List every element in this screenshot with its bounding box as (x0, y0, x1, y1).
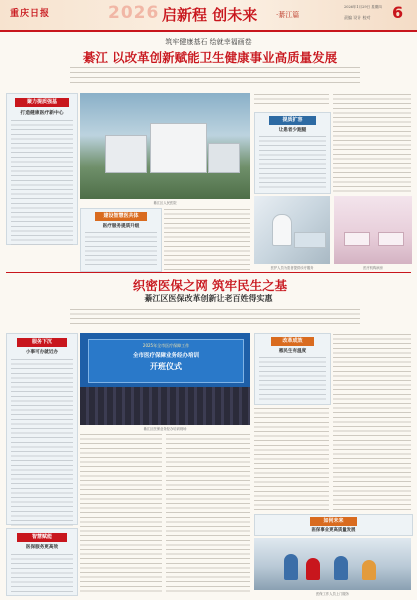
photo4-caption: 綦江区医保业务经办培训现场 (143, 427, 187, 431)
section-divider (6, 272, 411, 273)
story1-text-column (254, 93, 329, 108)
photo5-caption: 医保工作人员上门服务 (316, 592, 349, 596)
box7-title: 医保事业更高质量发展 (311, 528, 356, 533)
building-shape (105, 135, 147, 173)
bed-shape (294, 232, 326, 248)
story2-text-column (166, 433, 250, 594)
story2-lede (70, 308, 360, 326)
story2-sidebar-box (6, 333, 78, 525)
story2-text-column (254, 407, 329, 511)
building-shape (208, 143, 240, 173)
box5-title: 医保服务更高效 (25, 545, 59, 550)
stage-screen (88, 339, 244, 383)
conference-photo (80, 333, 250, 425)
box4-tag: 服务下沉 (17, 338, 67, 347)
bed-shape (378, 232, 404, 246)
page-number: 6 (392, 3, 404, 22)
photo1-caption: 綦江区人民医院 (153, 201, 177, 205)
ward-photo (334, 196, 412, 264)
header-date: 2026年1月29日 星期四 (344, 5, 382, 9)
story1-headline: 綦江 以改革创新赋能卫生健康事业高质量发展 (82, 50, 338, 65)
box1-tag: 聚力提质强基 (15, 98, 69, 107)
box6-body (259, 356, 326, 402)
story2-text-column (333, 333, 411, 511)
newspaper-logo: 重庆日报 (10, 9, 51, 19)
story2-right-box (254, 333, 331, 405)
story1-lede (70, 66, 360, 86)
box3-tag: 提质扩容 (269, 116, 316, 125)
story2-headline: 织密医保之网 筑牢民生之基 (132, 278, 288, 293)
photo3-caption: 医疗机构病房 (363, 266, 383, 270)
photo2-caption: 医护人员为患者提供诊疗服务 (270, 266, 314, 270)
person-figure (306, 558, 320, 580)
box2-body (85, 231, 157, 269)
story1-right-box (254, 112, 331, 194)
person-figure (334, 556, 348, 580)
header-slogan: 启新程 创未来 (162, 6, 258, 24)
banner-text: 2025年全市医疗保障工作 (142, 343, 190, 348)
box7-tag: 如何未来 (310, 517, 357, 526)
story1-text-column (333, 93, 411, 193)
box6-title: 惠民生有温度 (278, 349, 307, 354)
story1-kicker: 筑牢健康基石 绘就幸福画卷 (165, 38, 252, 46)
audience (80, 387, 250, 425)
service-photo (254, 538, 411, 590)
story1-mid-box (80, 208, 162, 272)
stage-title: 开班仪式 (150, 362, 182, 371)
hospital-photo (80, 93, 250, 199)
box5-body (11, 553, 73, 595)
story2-sidebar-box (6, 528, 78, 596)
box6-tag: 改革成效 (271, 337, 314, 346)
box1-body (11, 119, 73, 247)
building-shape (150, 123, 207, 173)
box2-tag: 建设智慧医共体 (95, 212, 147, 221)
banner-subtext: 全市医疗保障业务经办培训 (132, 353, 199, 359)
box1-title: 打造健康医疗新中心 (20, 111, 64, 116)
story2-text-column (80, 433, 162, 594)
story1-text-column (164, 208, 250, 270)
person-figure (284, 554, 298, 580)
header-credits: 责编 设计 校对 (344, 15, 371, 20)
story2-bottom-box (254, 514, 413, 536)
bed-shape (344, 232, 370, 246)
header-section: ·綦江篇 (276, 11, 300, 19)
box5-tag: 智慧赋能 (17, 533, 67, 542)
box4-body (11, 358, 73, 526)
story2-subheadline: 綦江区医保改革创新让老百姓得实惠 (144, 294, 273, 303)
doctor-figure (272, 214, 292, 246)
box3-title: 让患者少跑腿 (278, 128, 307, 133)
story1-sidebar-box (6, 93, 78, 245)
box4-title: 小事可办就近办 (25, 350, 59, 355)
box2-title: 医疗服务提质升级 (102, 224, 140, 229)
person-figure (362, 560, 376, 580)
header-year: 2026 (108, 3, 160, 23)
box3-body (259, 135, 326, 191)
clinic-photo (254, 196, 330, 264)
